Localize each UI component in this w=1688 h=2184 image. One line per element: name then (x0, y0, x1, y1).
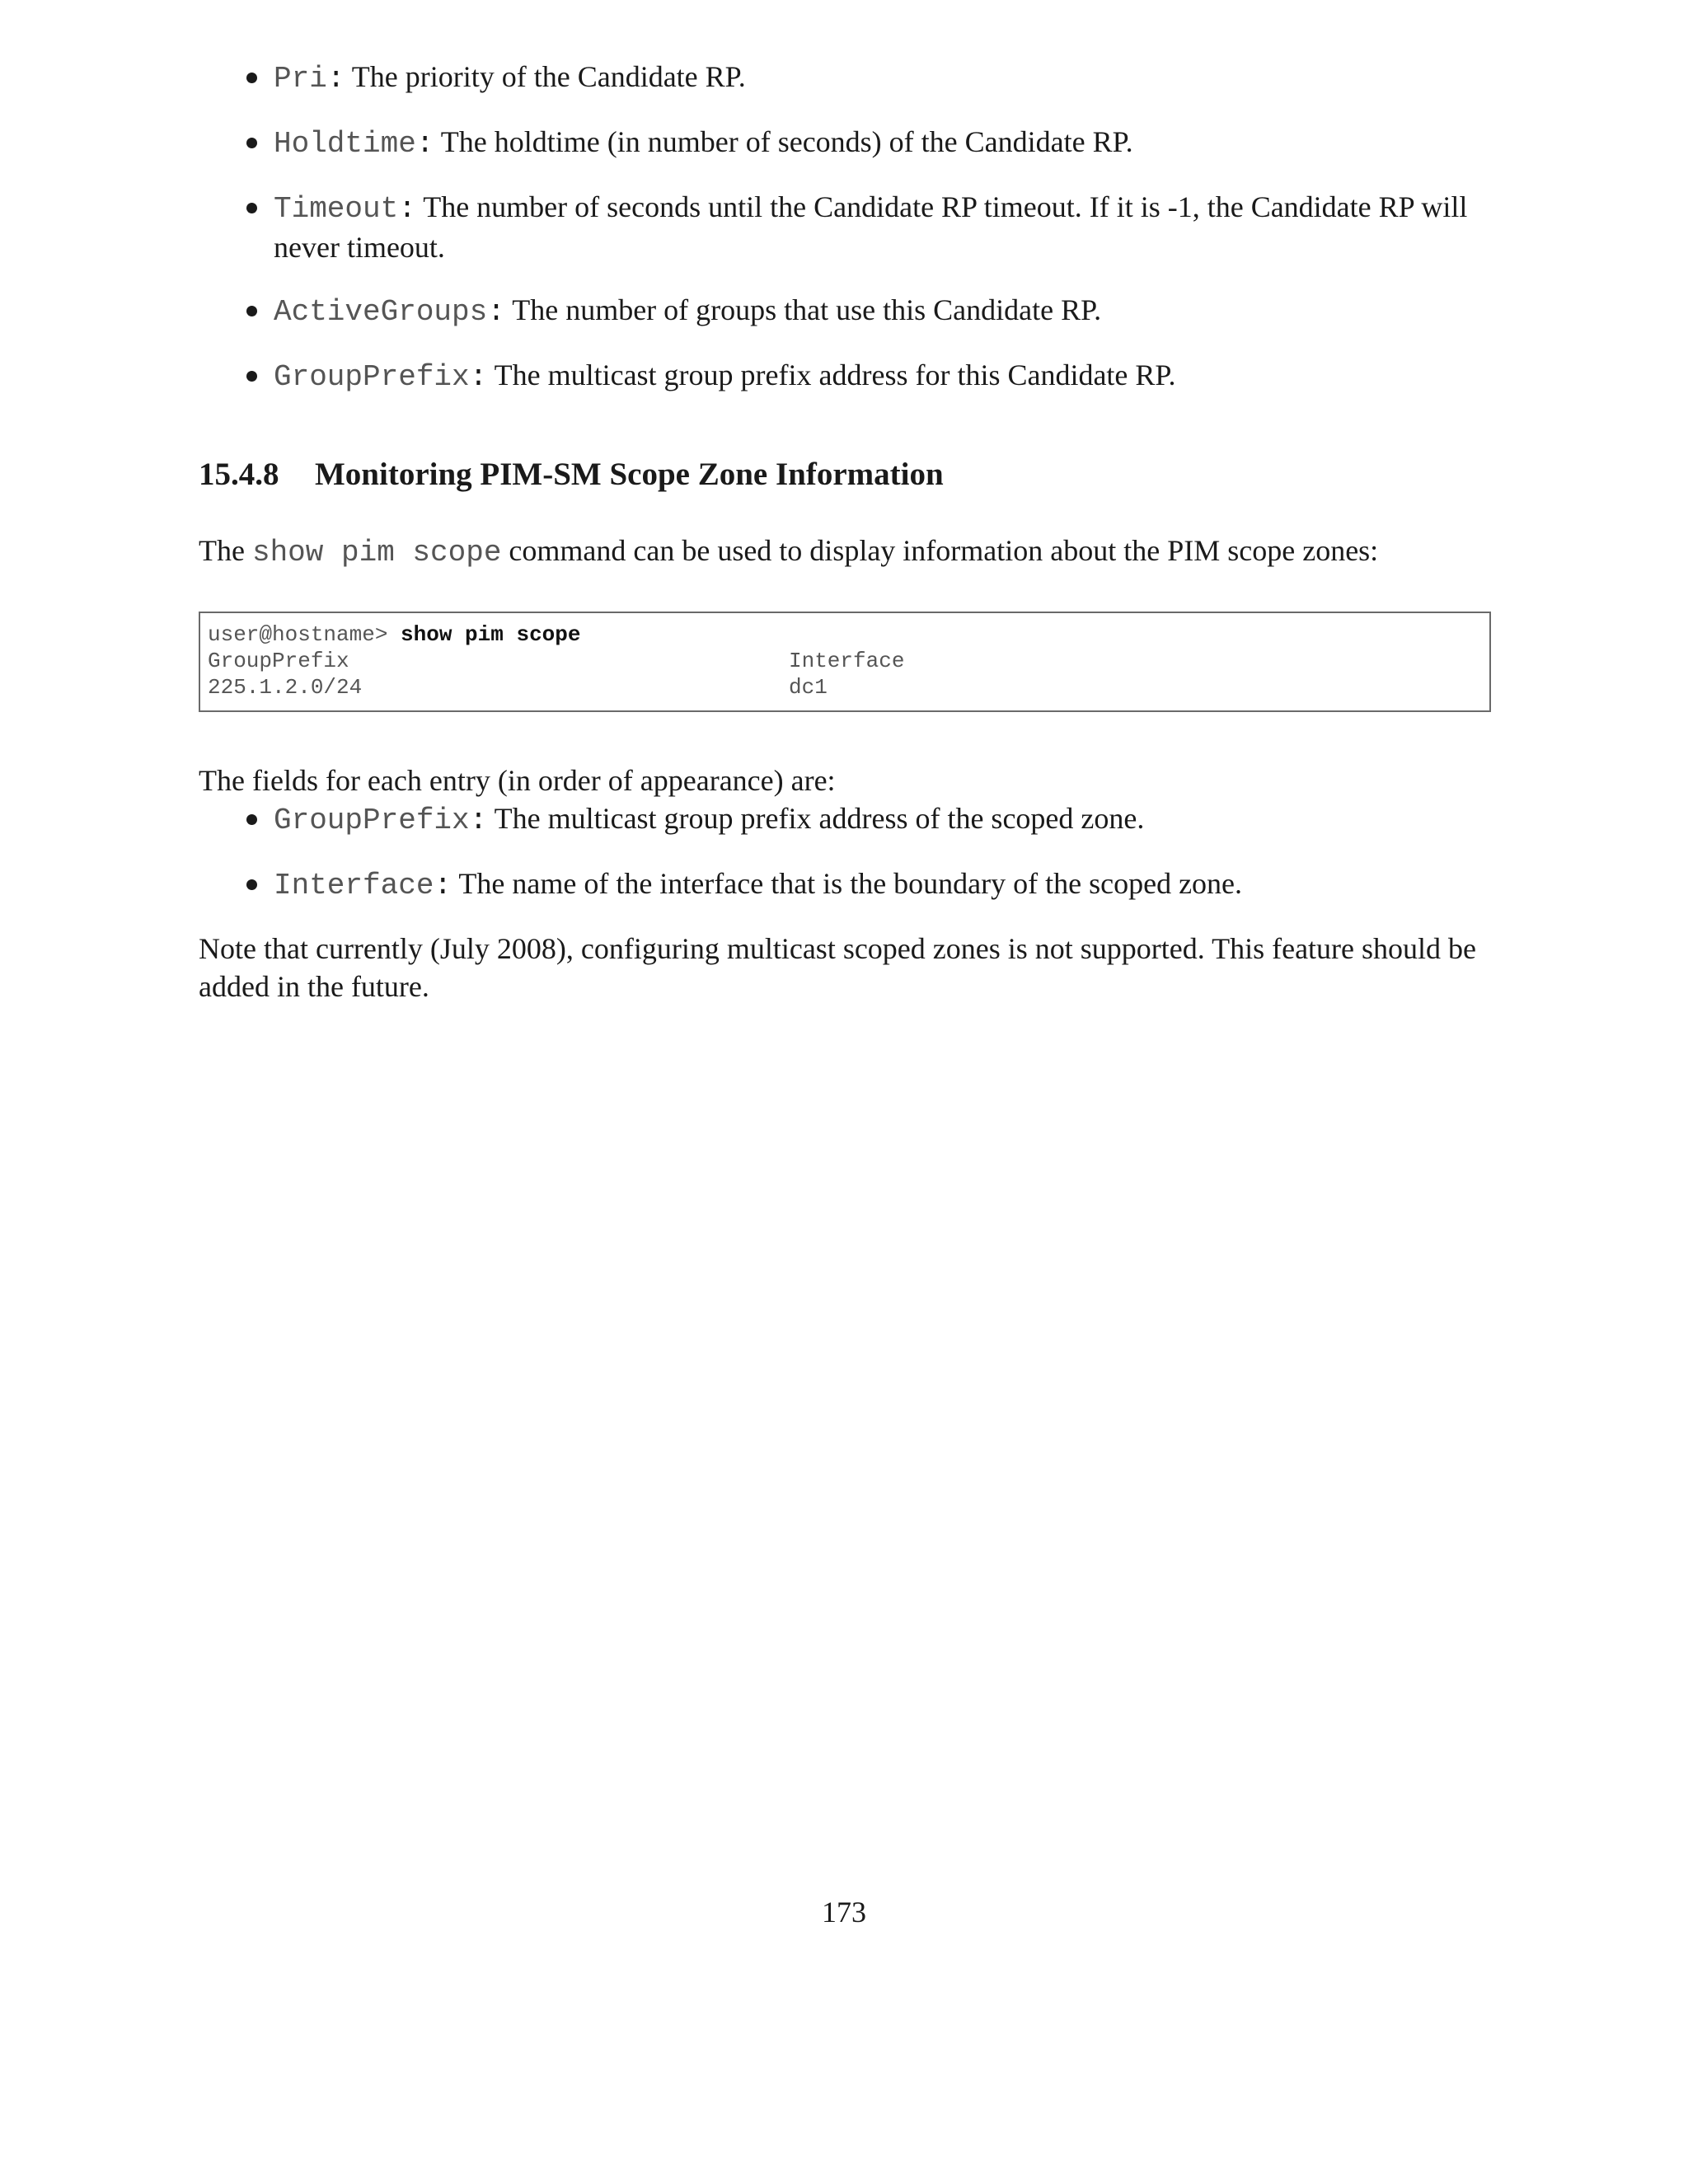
code-data-row (208, 674, 1481, 701)
page-content (199, 58, 1491, 1005)
code-command: show pim scope (401, 622, 581, 647)
bullet-icon (246, 371, 257, 382)
field-term: ActiveGroups (274, 295, 488, 329)
list-item (199, 865, 1491, 905)
note-paragraph: Note that currently (July 2008), configuring multicast scoped zones is not supported. This feature should be added in the future. (199, 932, 1477, 1003)
field-term: GroupPrefix (274, 804, 470, 837)
field-description: The holdtime (in number of seconds) of the Candidate RP. (440, 125, 1133, 158)
scope-field-list (199, 799, 1491, 905)
section-heading (199, 454, 1491, 495)
field-term: Interface (274, 869, 434, 902)
list-item (199, 58, 1491, 98)
field-term: Holdtime (274, 127, 416, 161)
intro-paragraph (199, 532, 1491, 572)
section-number: 15.4.8 (199, 457, 279, 492)
field-description: The multicast group prefix address of the scoped zone. (494, 802, 1145, 835)
bullet-icon (246, 73, 257, 83)
section-title: Monitoring PIM-SM Scope Zone Information (315, 457, 944, 492)
code-header-row (208, 648, 1481, 674)
field-term: Timeout (274, 192, 399, 226)
code-cell-interface: dc1 (789, 675, 828, 700)
bullet-icon (246, 138, 257, 148)
field-colon: : (469, 360, 488, 394)
field-colon: : (415, 127, 434, 161)
field-colon: : (469, 804, 488, 837)
page-number: 173 (822, 1896, 866, 1929)
field-colon: : (326, 62, 345, 96)
field-description: The number of groups that use this Candidate RP. (512, 293, 1102, 326)
list-item (199, 356, 1491, 396)
field-colon: : (398, 192, 416, 226)
list-item (199, 188, 1491, 266)
code-header-groupprefix: GroupPrefix (208, 649, 349, 673)
code-cell-groupprefix: 225.1.2.0/24 (208, 675, 363, 700)
list-item (199, 291, 1491, 331)
inline-command: show pim scope (251, 536, 502, 569)
code-example-box (199, 612, 1491, 712)
field-term: Pri (274, 62, 327, 96)
intro-text-before: The (199, 534, 252, 567)
bullet-icon (246, 879, 257, 890)
field-term: GroupPrefix (274, 360, 470, 394)
fields-intro-paragraph: The fields for each entry (in order of appearance) are: (199, 764, 836, 797)
list-item (199, 123, 1491, 163)
bullet-icon (246, 203, 257, 213)
list-item (199, 799, 1491, 840)
intro-text-after: command can be used to display information about the PIM scope zones: (501, 534, 1379, 567)
field-description: The priority of the Candidate RP. (351, 60, 746, 93)
code-header-interface: Interface (789, 649, 905, 673)
field-description: The multicast group prefix address for this Candidate RP. (494, 359, 1176, 391)
field-colon: : (434, 869, 452, 902)
field-colon: : (487, 295, 505, 329)
bullet-icon (246, 814, 257, 825)
code-prompt: user@hostname> (208, 622, 401, 647)
candidate-rp-field-list (199, 58, 1491, 396)
code-prompt-line (208, 621, 1481, 648)
field-description: The name of the interface that is the boundary of the scoped zone. (458, 867, 1243, 900)
field-description: The number of seconds until the Candidate RP timeout. If it is -1, the Candidate RP will never timeout. (274, 190, 1468, 264)
bullet-icon (246, 306, 257, 316)
